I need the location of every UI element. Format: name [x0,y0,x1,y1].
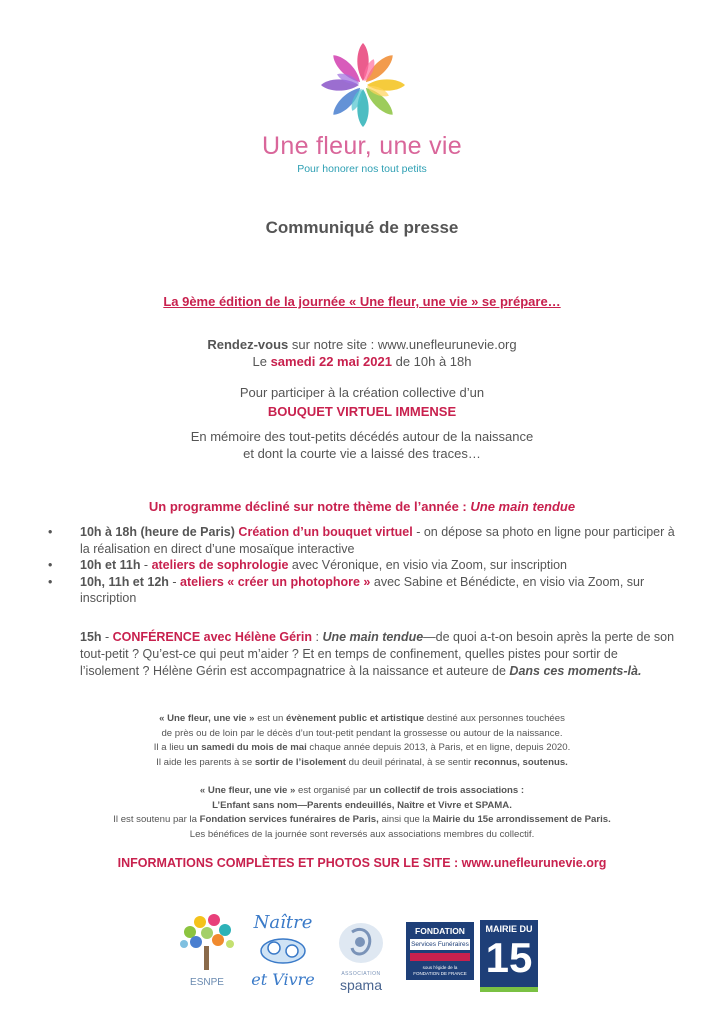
conference-time: 15h [80,630,102,644]
about-line [0,813,724,828]
about-text: est un [254,713,286,724]
info-link[interactable]: INFORMATIONS COMPLÈTES ET PHOTOS SUR LE SITE : www.unefleurunevie.org [117,856,607,870]
spama-label: spama [339,977,383,993]
spama-logo [322,920,400,994]
about-text: du deuil périnatal, à se sentir [346,756,474,768]
about-bold: un collectif de trois associations : [369,785,525,796]
mairie-band [480,987,538,992]
conference-label: CONFÉRENCE avec Hélène Gérin [112,630,313,644]
event-name: « Une fleur, une vie » [159,713,255,724]
esnpe-logo [170,910,244,990]
about-bold: sortir de l’isolement [254,756,346,768]
spama-small-label: ASSOCIATION [341,971,381,977]
about-bold: évènement public et artistique [286,713,425,724]
mairie-title: MAIRIE DU [485,924,533,934]
about-line: Les bénéfices de la journée sont reversés aux associations membres du collectif. [189,828,535,840]
rendezvous-label: Rendez-vous [207,337,289,352]
program-title-text: Un programme décliné sur notre thème de l’année : [148,499,471,514]
program-theme: Une main tendue [470,499,576,514]
fondation-band [410,953,470,961]
mairie-number: 15 [485,934,533,981]
bouquet-title: BOUQUET VIRTUEL IMMENSE [267,404,457,419]
naitre-vivre-logo [250,912,316,996]
about-text: ainsi que la [378,814,433,826]
about-text: est organisé par [295,785,370,796]
esnpe-label: ESNPE [190,977,224,988]
brand-tagline: Pour honorer nos tout petits [297,163,427,175]
item-text: - on dépose sa photo en ligne pour participer à la réalisation en direct d’une mosaïque interactive [80,525,675,556]
about-line [0,784,724,799]
about-line [0,741,724,756]
list-item: • 10h et 11h - ateliers de sophrologie avec Véronique, en visio via Zoom, sur inscription [48,558,568,572]
tree-icon [170,910,244,972]
fondation-logo [406,922,474,980]
about-paragraph-1 [0,712,724,770]
about-bold: Fondation services funéraires de Paris, [199,814,379,826]
about-line: L’Enfant sans nom—Parents endeuillés, Naître et Vivre et SPAMA. [212,799,512,811]
item-text: avec Véronique, en visio via Zoom, sur inscription [288,558,568,572]
naitre-label-1: Naître [253,912,313,933]
press-headline: La 9ème édition de la journée « Une fleur, une vie » se prépare… [163,294,561,309]
event-name: « Une fleur, une vie » [199,785,296,796]
date-suffix: de 10h à 18h [391,354,472,369]
about-bold: Mairie du 15e arrondissement de Paris. [432,814,611,826]
memory-line-1: En mémoire des tout-petits décédés autour de la naissance [190,429,534,444]
brand-title: Une fleur, une vie [262,132,462,160]
flower-logo-icon [318,40,408,130]
about-paragraph-2 [0,784,724,842]
program-list [48,524,680,607]
item-name: ateliers de sophrologie [151,558,289,572]
about-line [0,756,724,771]
about-bold: reconnus, soutenus. [474,756,568,768]
bullet-icon: • [48,525,53,539]
naitre-label-2: et Vivre [251,970,315,989]
memory-line-2: et dont la courte vie a laissé des traces… [243,446,481,461]
list-item: • 10h, 11h et 12h - ateliers « créer un photophore » avec Sabine et Bénédicte, en visio via Zoom, sur inscription [48,574,645,605]
page-title: Communiqué de presse [265,218,459,237]
item-text: avec Sabine et Bénédicte, en visio via Zoom, sur inscription [80,574,645,605]
rendezvous-site: sur notre site : www.unefleurunevie.org [288,337,517,352]
about-text: Il aide les parents à se [156,756,255,768]
about-line: de près ou de loin par le décès d’un tout-petit pendant la grossesse ou autour de la naissance. [161,727,563,739]
about-bold: un samedi du mois de mai [186,742,307,754]
conference-title: Une main tendue [322,630,424,644]
about-text: Il a lieu [153,742,187,754]
event-date: samedi 22 mai 2021 [270,354,392,369]
about-line [0,712,724,727]
item-time: 10h et 11h [80,558,141,572]
baby-icon [250,933,316,965]
conference-book: Dans ces moments-là. [509,664,642,678]
about-text: chaque année depuis 2013, à Paris, et en ligne, depuis 2020. [306,742,571,754]
mother-child-icon [322,920,400,966]
program-title [0,499,724,514]
item-name: ateliers « créer un photophore » [180,574,371,589]
rendezvous-line [0,336,724,353]
bullet-icon: • [48,558,53,572]
date-line [0,353,724,370]
fondation-subtitle: Services Funéraires [411,941,469,948]
participate-line: Pour participer à la création collective d’un [239,385,485,400]
list-item [48,524,680,557]
fondation-title: FONDATION [415,926,465,936]
item-name: Création d’un bouquet virtuel [238,525,413,539]
bullet-icon: • [48,574,53,589]
date-prefix: Le [252,354,271,369]
fondation-tagline: sous l’égide de la FONDATION DE FRANCE [413,965,467,976]
item-time: 10h à 18h (heure de Paris) [80,525,235,539]
item-time: 10h, 11h et 12h [80,574,169,589]
about-text: Il est soutenu par la [113,814,200,826]
conference-paragraph: 15h - CONFÉRENCE avec Hélène Gérin : Une main tendue—de quoi a-t-on besoin après la perte de son tout-petit ? Qu’est-ce qui peut m’aider ? Et en temps de confinement, quelles pistes pour sortir de l’isolement ? Hélène Gérin est accompagnatrice à la naissance et auteure de Dans ces moments-là. [80,630,675,678]
about-text: destiné aux personnes touchées [424,713,565,724]
conference-text: —de quoi a-t-on besoin après la perte de son tout-petit ? Qu’est-ce qui peut m’aider ? Et en temps de confinement, quelles pistes pour sortir de l’isolement ? Hélène Gérin est accompagnatrice à la naissance et auteure de [80,630,675,678]
mairie-logo [480,920,538,992]
